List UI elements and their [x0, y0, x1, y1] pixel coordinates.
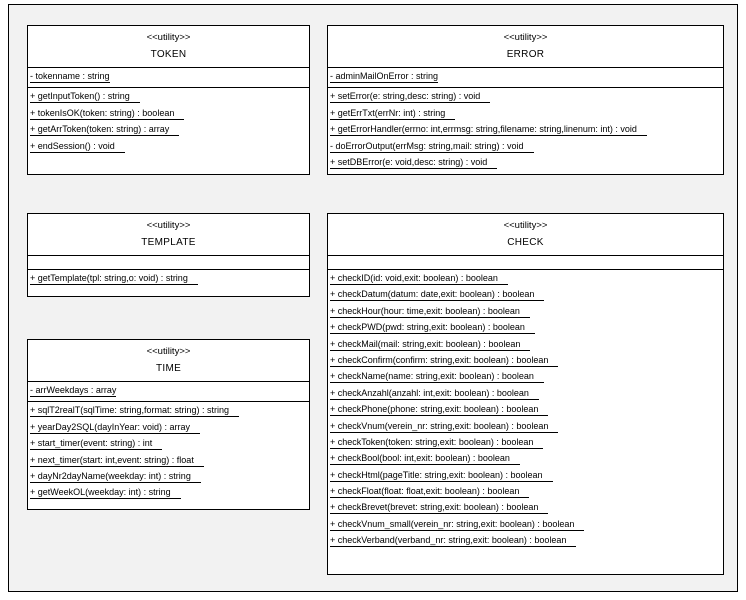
method-text: + checkDatum(datum: date,exit: boolean) : boolean [330, 288, 544, 301]
method-row [328, 436, 723, 452]
method-text: + checkID(id: void,exit: boolean) : boolean [330, 272, 508, 285]
class-header [328, 26, 723, 68]
method-text: + getErrorHandler(errno: int,errmsg: string,filename: string,linenum: int) : void [330, 123, 647, 136]
attribute-text: - tokenname : string [30, 71, 110, 81]
method-row [28, 272, 309, 288]
class-stereotype: <<utility>> [146, 32, 191, 43]
method-text: + next_timer(start: int,event: string) : float [30, 454, 204, 467]
class-stereotype: <<utility>> [503, 220, 548, 231]
method-text: + start_timer(event: string) : int [30, 437, 162, 450]
method-text: + checkMail(mail: string,exit: boolean) : boolean [330, 338, 530, 351]
methods-compartment [328, 270, 723, 552]
method-row [328, 107, 723, 123]
class-stereotype: <<utility>> [146, 346, 191, 357]
attribute-row [328, 70, 723, 86]
attributes-compartment [28, 382, 309, 402]
method-text: + yearDay2SQL(dayInYear: void) : array [30, 421, 200, 434]
attribute-row [28, 70, 309, 86]
class-header [28, 340, 309, 382]
method-text: + checkFloat(float: float,exit: boolean) : boolean [330, 485, 529, 498]
attribute-text: - arrWeekdays : array [30, 385, 117, 395]
method-row [328, 140, 723, 156]
method-row [28, 90, 309, 106]
attributes-compartment [28, 68, 309, 88]
method-text: + checkAnzahl(anzahl: int,exit: boolean) : boolean [330, 387, 539, 400]
method-row [28, 140, 309, 156]
method-row [28, 486, 309, 502]
method-text: + getArrToken(token: string) : array [30, 123, 179, 136]
method-row [328, 90, 723, 106]
method-text: + checkHour(hour: time,exit: boolean) : boolean [330, 305, 530, 318]
diagram-canvas [8, 4, 738, 592]
class-name: TIME [155, 363, 182, 374]
method-text: + setDBError(e: void,desc: string) : void [330, 156, 497, 169]
method-row [328, 420, 723, 436]
method-row [328, 370, 723, 386]
method-text: + checkName(name: string,exit: boolean) : boolean [330, 370, 544, 383]
methods-compartment [28, 270, 309, 289]
method-row [328, 123, 723, 139]
method-row [328, 305, 723, 321]
method-row [328, 354, 723, 370]
method-text: + setError(e: string,desc: string) : void [330, 90, 490, 103]
method-row [328, 387, 723, 403]
class-stereotype: <<utility>> [503, 32, 548, 43]
class-header [328, 214, 723, 256]
method-text: + checkVnum_small(verein_nr: string,exit: boolean) : boolean [330, 518, 584, 531]
class-time[interactable] [27, 339, 310, 510]
class-name: ERROR [506, 49, 545, 60]
method-text: + sqlT2realT(sqlTime: string,format: string) : string [30, 404, 239, 417]
method-row [328, 469, 723, 485]
method-row [328, 452, 723, 468]
method-text: + getWeekOL(weekday: int) : string [30, 486, 181, 499]
class-name: CHECK [507, 237, 544, 248]
attributes-compartment [28, 256, 309, 270]
method-row [328, 518, 723, 534]
class-check[interactable] [327, 213, 724, 575]
method-text: + checkPWD(pwd: string,exit: boolean) : boolean [330, 321, 535, 334]
method-text: + checkToken(token: string,exit: boolean) : boolean [330, 436, 543, 449]
attribute-row [28, 384, 309, 400]
method-row [328, 534, 723, 550]
method-row [328, 485, 723, 501]
method-text: + tokenIsOK(token: string) : boolean [30, 107, 184, 120]
method-text: + checkBrevet(brevet: string,exit: boolean) : boolean [330, 501, 548, 514]
method-text: + dayNr2dayName(weekday: int) : string [30, 470, 201, 483]
method-text: + checkVerband(verband_nr: string,exit: boolean) : boolean [330, 534, 576, 547]
method-row [328, 338, 723, 354]
method-row [28, 421, 309, 437]
methods-compartment [28, 402, 309, 503]
method-text: + checkPhone(phone: string,exit: boolean) : boolean [330, 403, 548, 416]
method-row [28, 404, 309, 420]
methods-compartment [28, 88, 309, 157]
method-row [328, 156, 723, 172]
method-row [28, 470, 309, 486]
method-text: + checkBool(bool: int,exit: boolean) : boolean [330, 452, 520, 465]
method-row [28, 107, 309, 123]
method-text: + getTemplate(tpl: string,o: void) : string [30, 272, 198, 285]
method-row [28, 437, 309, 453]
method-text: + endSession() : void [30, 140, 125, 153]
method-text: + checkHtml(pageTitle: string,exit: boolean) : boolean [330, 469, 553, 482]
class-name: TEMPLATE [141, 237, 196, 248]
class-error[interactable] [327, 25, 724, 175]
method-text: - doErrorOutput(errMsg: string,mail: string) : void [330, 140, 534, 153]
method-row [328, 288, 723, 304]
methods-compartment [328, 88, 723, 173]
attributes-compartment [328, 68, 723, 88]
attribute-text: - adminMailOnError : string [330, 71, 439, 81]
method-text: + getInputToken() : string [30, 90, 140, 103]
method-text: + getErrTxt(errNr: int) : string [330, 107, 455, 120]
method-row [28, 123, 309, 139]
method-row [328, 272, 723, 288]
method-row [328, 403, 723, 419]
attributes-compartment [328, 256, 723, 270]
class-template[interactable] [27, 213, 310, 297]
method-text: + checkConfirm(confirm: string,exit: boolean) : boolean [330, 354, 558, 367]
class-token[interactable] [27, 25, 310, 175]
method-text: + checkVnum(verein_nr: string,exit: boolean) : boolean [330, 420, 558, 433]
class-header [28, 214, 309, 256]
method-row [328, 501, 723, 517]
class-name: TOKEN [150, 49, 187, 60]
method-row [328, 321, 723, 337]
class-stereotype: <<utility>> [146, 220, 191, 231]
class-header [28, 26, 309, 68]
method-row [28, 454, 309, 470]
